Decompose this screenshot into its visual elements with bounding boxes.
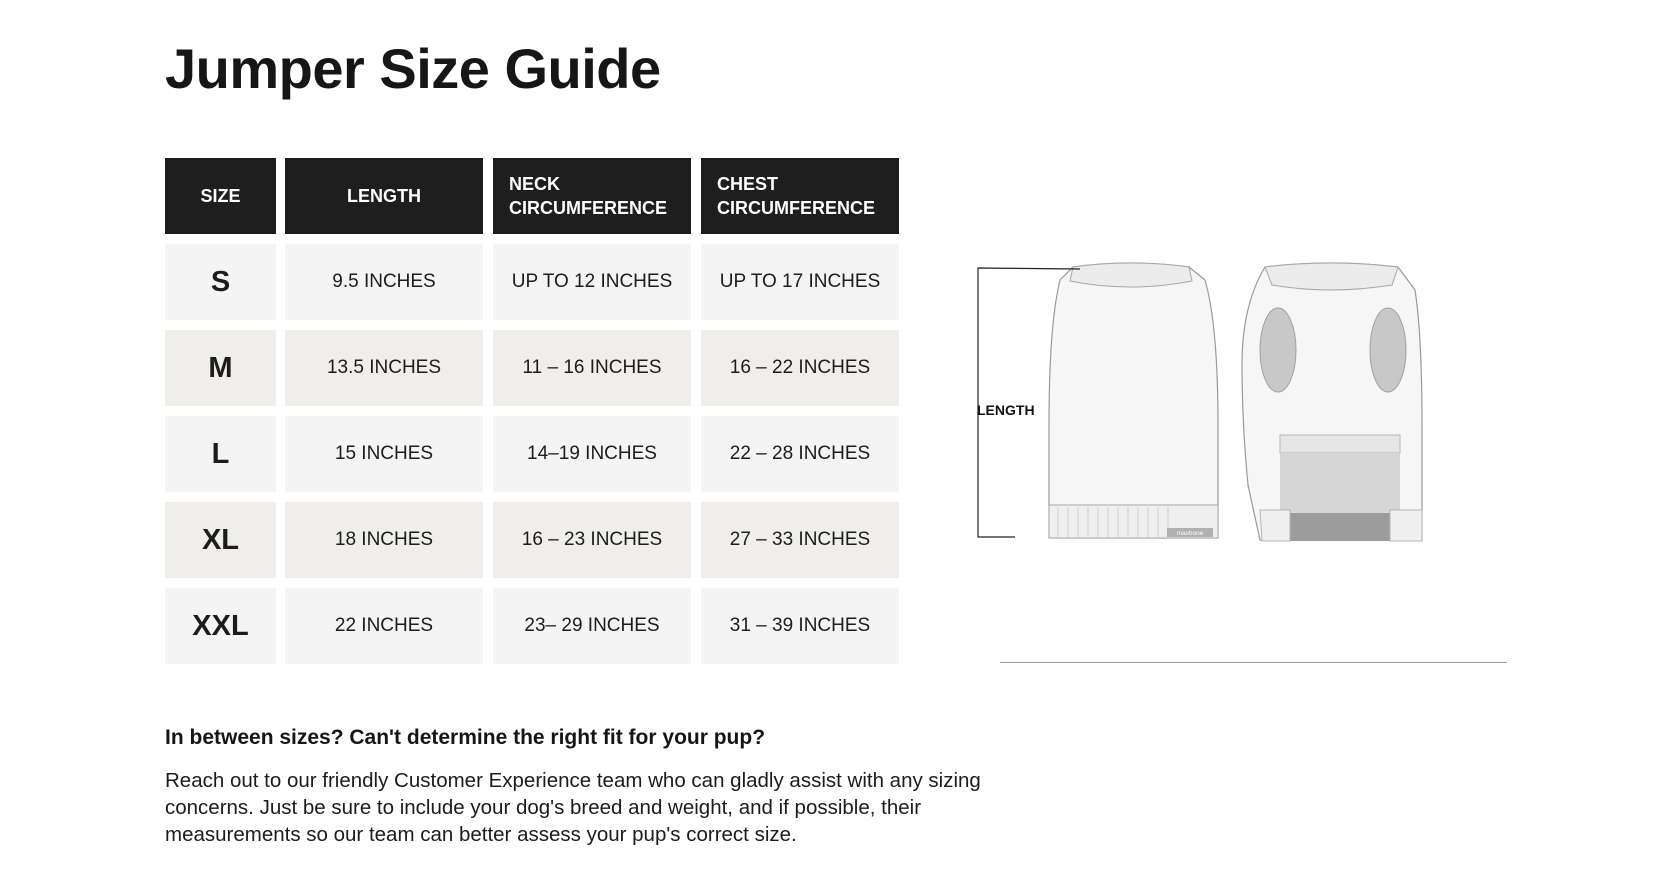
length-label: LENGTH xyxy=(977,402,1035,418)
table-row-xl-neck: 16 – 23 INCHES xyxy=(493,502,691,578)
table-row-xl-size: XL xyxy=(165,502,276,578)
jumper-front-illustration xyxy=(1049,263,1218,538)
table-row-l-neck: 14–19 INCHES xyxy=(493,416,691,492)
help-question: In between sizes? Can't determine the right fit for your pup? xyxy=(165,726,766,749)
table-row-xl-chest: 27 – 33 INCHES xyxy=(701,502,899,578)
page-title: Jumper Size Guide xyxy=(165,37,661,100)
header-length-label: LENGTH xyxy=(347,186,421,206)
header-length xyxy=(285,158,483,234)
jumper-diagram xyxy=(960,255,1520,600)
table-row-s-neck: UP TO 12 INCHES xyxy=(493,244,691,320)
table-row-xxl-length: 22 INCHES xyxy=(285,588,483,664)
table-row-m-length: 13.5 INCHES xyxy=(285,330,483,406)
table-row-xxl-neck: 23– 29 INCHES xyxy=(493,588,691,664)
header-chest xyxy=(701,158,899,234)
divider xyxy=(1000,662,1507,663)
header-size-label: SIZE xyxy=(200,186,241,206)
table-row-s-size: S xyxy=(165,244,276,320)
jumper-back-illustration xyxy=(1242,263,1422,541)
table-row-xl-length: 18 INCHES xyxy=(285,502,483,578)
table-row-m-size: M xyxy=(165,330,276,406)
table-row-s-chest: UP TO 17 INCHES xyxy=(701,244,899,320)
table-row-l-chest: 22 – 28 INCHES xyxy=(701,416,899,492)
brand-tag: maxbone xyxy=(1176,530,1204,537)
table-row-xxl-chest: 31 – 39 INCHES xyxy=(701,588,899,664)
help-body: Reach out to our friendly Customer Experience team who can gladly assist with any sizing concerns. Just be sure to include your dog's breed and weight, and if possible, their measurements so our team can better assess your pup's correct size. xyxy=(165,769,981,846)
table-row-xxl-size: XXL xyxy=(165,588,276,664)
header-chest-label: CHEST CIRCUMFERENCE xyxy=(717,174,876,218)
table-row-l-length: 15 INCHES xyxy=(285,416,483,492)
header-neck xyxy=(493,158,691,234)
table-row-l-size: L xyxy=(165,416,276,492)
table-row-m-chest: 16 – 22 INCHES xyxy=(701,330,899,406)
table-row-s-length: 9.5 INCHES xyxy=(285,244,483,320)
header-size xyxy=(165,158,276,234)
header-neck-label: NECK CIRCUMFERENCE xyxy=(509,174,668,218)
table-row-m-neck: 11 – 16 INCHES xyxy=(493,330,691,406)
